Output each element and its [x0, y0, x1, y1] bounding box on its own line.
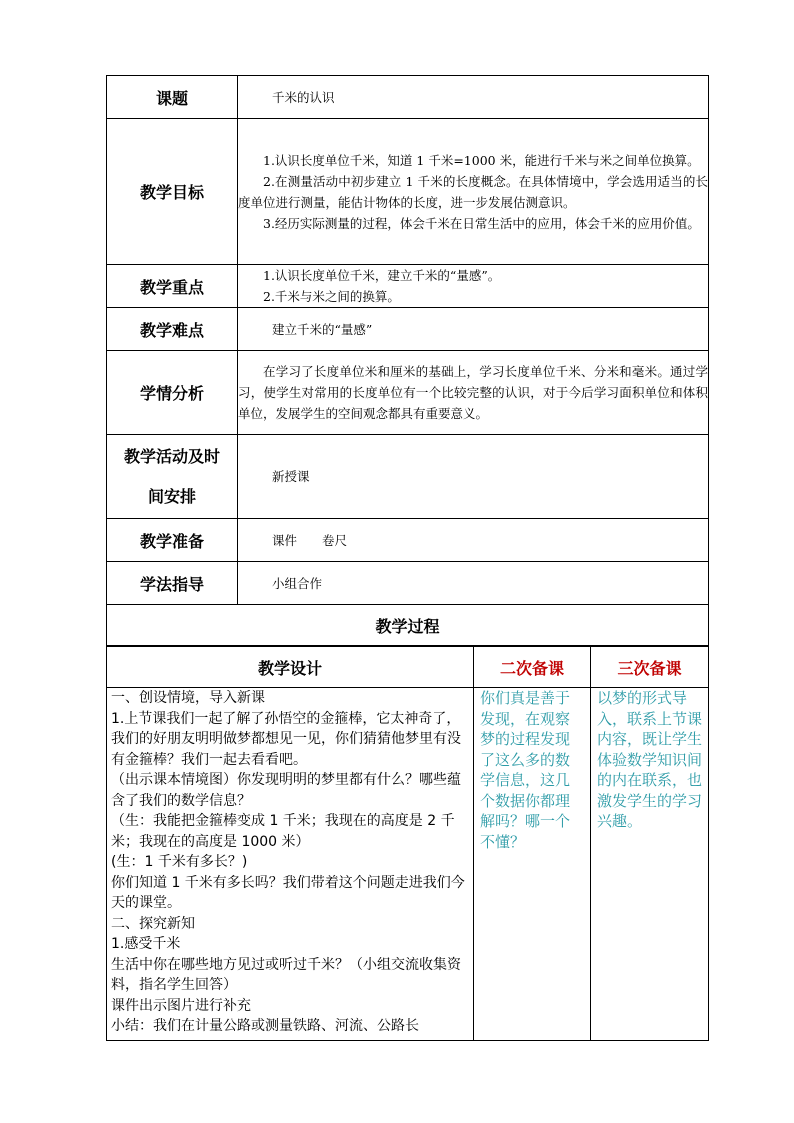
row-topic	[107, 76, 709, 119]
lesson-info-table	[106, 75, 709, 646]
label-method: 学法指导	[107, 562, 238, 605]
design-cell	[107, 688, 474, 1041]
label-topic: 课题	[107, 76, 238, 119]
second-note-cell: 你们真是善于发现，在观察梦的过程发现了这么多的数学信息，这几个数据你都理解吗？哪一个不懂？	[474, 688, 591, 1041]
label-preparation: 教学准备	[107, 519, 238, 562]
header-design: 教学设计	[107, 647, 474, 688]
design-line: (生：1 千米有多长？)	[111, 854, 248, 870]
value-preparation: 课件 卷尺	[238, 519, 709, 562]
objective-item: 1.认识长度单位千米，知道 1 千米=1000 米，能进行千米与米之间单位换算。	[263, 152, 700, 168]
label-objectives: 教学目标	[107, 119, 238, 265]
value-difficulty: 建立千米的“量感”	[238, 308, 709, 351]
value-method: 小组合作	[238, 562, 709, 605]
design-line: 1.上节课我们一起了解了孙悟空的金箍棒，它太神奇了，我们的好朋友明明做梦都想见一见，你们猜猜他梦里有没有金箍棒？我们一起去看看吧。	[111, 710, 461, 768]
value-topic: 千米的认识	[238, 76, 709, 119]
label-key-points: 教学重点	[107, 265, 238, 308]
row-process-title	[107, 605, 709, 646]
row-difficulty	[107, 308, 709, 351]
label-activity	[107, 435, 238, 519]
design-line: 小结：我们在计量公路或测量铁路、河流、公路长	[111, 1018, 419, 1034]
key-point-item: 2.千米与米之间的换算。	[263, 289, 400, 304]
design-line: 二、探究新知	[111, 915, 195, 932]
row-key-points	[107, 265, 709, 308]
design-line: 1.感受千米	[111, 936, 181, 952]
row-activity	[107, 435, 709, 519]
design-line: （生：我能把金箍棒变成 1 千米；我现在的高度是 2 千米；我现在的高度是 1000 米）	[111, 813, 455, 850]
row-objectives	[107, 119, 709, 265]
objective-item: 2.在测量活动中初步建立 1 千米的长度概念。在具体情境中，学会选用适当的长度单位进行测量，能估计物体的长度，进一步发展估测意识。	[238, 173, 708, 210]
key-point-item: 1.认识长度单位千米，建立千米的“量感”。	[263, 268, 501, 283]
label-difficulty: 教学难点	[107, 308, 238, 351]
label-activity-line1: 教学活动及时	[123, 446, 220, 466]
value-key-points	[238, 265, 709, 308]
design-line: 课件出示图片进行补充	[111, 997, 251, 1014]
process-table	[106, 646, 709, 1041]
label-activity-line2: 间安排	[147, 486, 196, 506]
row-analysis	[107, 351, 709, 435]
value-activity: 新授课	[238, 435, 709, 519]
label-analysis: 学情分析	[107, 351, 238, 435]
row-preparation	[107, 519, 709, 562]
lesson-plan-page	[106, 75, 709, 1041]
design-line: （出示课本情境图）你发现明明的梦里都有什么？哪些蕴含了我们的数学信息？	[111, 772, 461, 809]
process-title: 教学过程	[107, 605, 709, 646]
design-line: 一、创设情境，导入新课	[111, 690, 265, 706]
third-note-cell: 以梦的形式导入，联系上节课内容，既让学生体验数学知识间的内在联系，也激发学生的学习兴趣。	[591, 688, 709, 1041]
row-method	[107, 562, 709, 605]
process-header-row	[107, 647, 709, 688]
objective-item: 3.经历实际测量的过程，体会千米在日常生活中的应用，体会千米的应用价值。	[263, 215, 700, 231]
value-analysis: 在学习了长度单位米和厘米的基础上，学习长度单位千米、分米和毫米。通过学习，使学生对常用的长度单位有一个比较完整的认识，对于今后学习面积单位和体积单位，发展学生的空间观念都具有重要意义。	[238, 351, 709, 435]
header-third: 三次备课	[591, 647, 709, 688]
process-body-row	[107, 688, 709, 1041]
design-line: 生活中你在哪些地方见过或听过千米？（小组交流收集资料，指名学生回答）	[111, 956, 461, 993]
design-line: 你们知道 1 千米有多长吗？我们带着这个问题走进我们今天的课堂。	[111, 874, 465, 911]
header-second: 二次备课	[474, 647, 591, 688]
value-objectives	[238, 119, 709, 265]
